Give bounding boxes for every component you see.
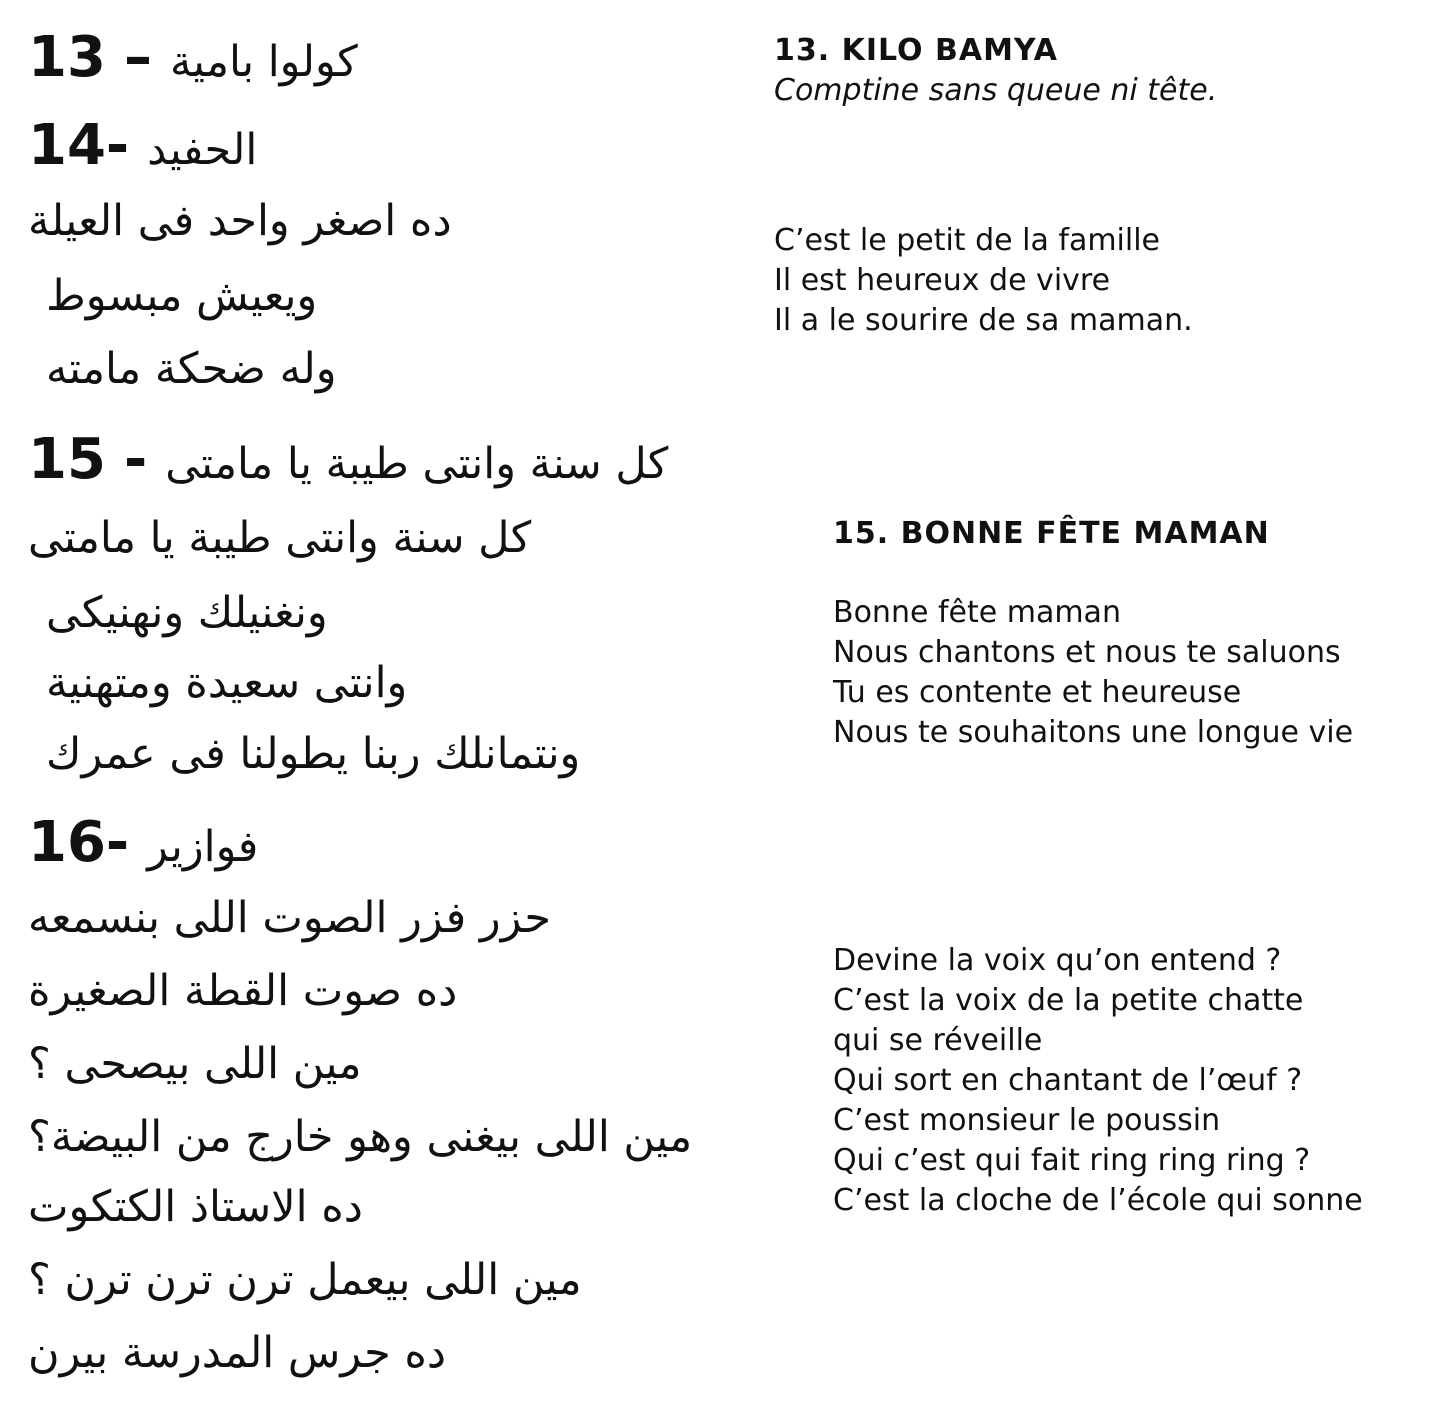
song-15-french-line: Nous te souhaitons une longue vie [833, 715, 1354, 750]
song-16-french-line: Devine la voix qu’on entend ? [833, 943, 1282, 978]
song-16-french-line: C’est monsieur le poussin [833, 1103, 1221, 1138]
song-13-dash: – [123, 25, 152, 90]
song-15-arabic-line: ونغنيلك ونهنيكى [46, 588, 328, 638]
song-16-arabic-line: ده صوت القطة الصغيرة [28, 966, 458, 1016]
song-13-number: 13 [28, 25, 106, 90]
song-15-french-line: Bonne fête maman [833, 595, 1121, 630]
song-16-number: 16- [28, 810, 130, 875]
song-16-french-line: qui se réveille [833, 1023, 1043, 1058]
song-15-arabic-title: كل سنة وانتى طيبة يا مامتى [165, 439, 669, 489]
song-14-french-line: Il a le sourire de sa maman. [774, 303, 1193, 338]
song-16-arabic-line: مين اللى بيعمل ترن ترن ترن ؟ [28, 1255, 582, 1305]
song-13-french-title: 13. KILO BAMYA [774, 33, 1058, 68]
song-16-arabic-heading [28, 810, 259, 875]
song-16-arabic-title: فوازير [147, 822, 259, 872]
song-16-french-line: Qui sort en chantant de l’œuf ? [833, 1063, 1303, 1098]
song-14-arabic-title: الحفيد [147, 125, 258, 175]
song-15-arabic-heading [28, 427, 669, 492]
song-15-french-title [833, 514, 1270, 554]
song-13-arabic-heading [28, 25, 358, 90]
song-13-french-subtitle: Comptine sans queue ni tête. [774, 73, 1218, 108]
song-14-arabic-line: وله ضحكة مامته [46, 344, 337, 394]
song-16-arabic-line: حزر فزر الصوت اللى بنسمعه [28, 893, 551, 943]
song-15-french-title-text: 15. BONNE FÊTE MAMAN [833, 516, 1270, 551]
song-16-arabic-line: ده جرس المدرسة بيرن [28, 1328, 447, 1378]
song-15-dash: - [123, 427, 148, 492]
song-14-arabic-line: ويعيش مبسوط [46, 271, 318, 321]
song-16-french-line: Qui c’est qui fait ring ring ring ? [833, 1143, 1311, 1178]
song-16-french-block [833, 941, 1363, 1221]
song-15-french-block [833, 593, 1353, 753]
song-14-french-line: Il est heureux de vivre [774, 263, 1111, 298]
song-15-french-line: Tu es contente et heureuse [833, 675, 1242, 710]
song-14-arabic-line: ده اصغر واحد فى العيلة [28, 196, 452, 246]
song-14-french-block [774, 221, 1193, 341]
song-15-arabic-line: ونتمانلك ربنا يطولنا فى عمرك [46, 729, 581, 779]
song-15-french-line: Nous chantons et nous te saluons [833, 635, 1341, 670]
song-15-arabic-line: وانتى سعيدة ومتهنية [46, 658, 408, 708]
song-14-french-line: C’est le petit de la famille [774, 223, 1161, 258]
song-13-arabic-title: كولوا بامية [169, 37, 358, 87]
song-14-arabic-heading [28, 113, 258, 178]
song-16-arabic-line: ده الاستاذ الكتكوت [28, 1182, 363, 1232]
song-16-french-line: C’est la voix de la petite chatte [833, 983, 1304, 1018]
song-15-number: 15 [28, 427, 106, 492]
song-16-arabic-line: مين اللى بيصحى ؟ [28, 1039, 362, 1089]
song-15-arabic-line: كل سنة وانتى طيبة يا مامتى [28, 513, 532, 563]
song-14-number: 14- [28, 113, 130, 178]
song-16-french-line: C’est la cloche de l’école qui sonne [833, 1183, 1363, 1218]
song-16-arabic-line: مين اللى بيغنى وهو خارج من البيضة؟ [28, 1112, 693, 1162]
song-13-french-block [774, 31, 1217, 111]
